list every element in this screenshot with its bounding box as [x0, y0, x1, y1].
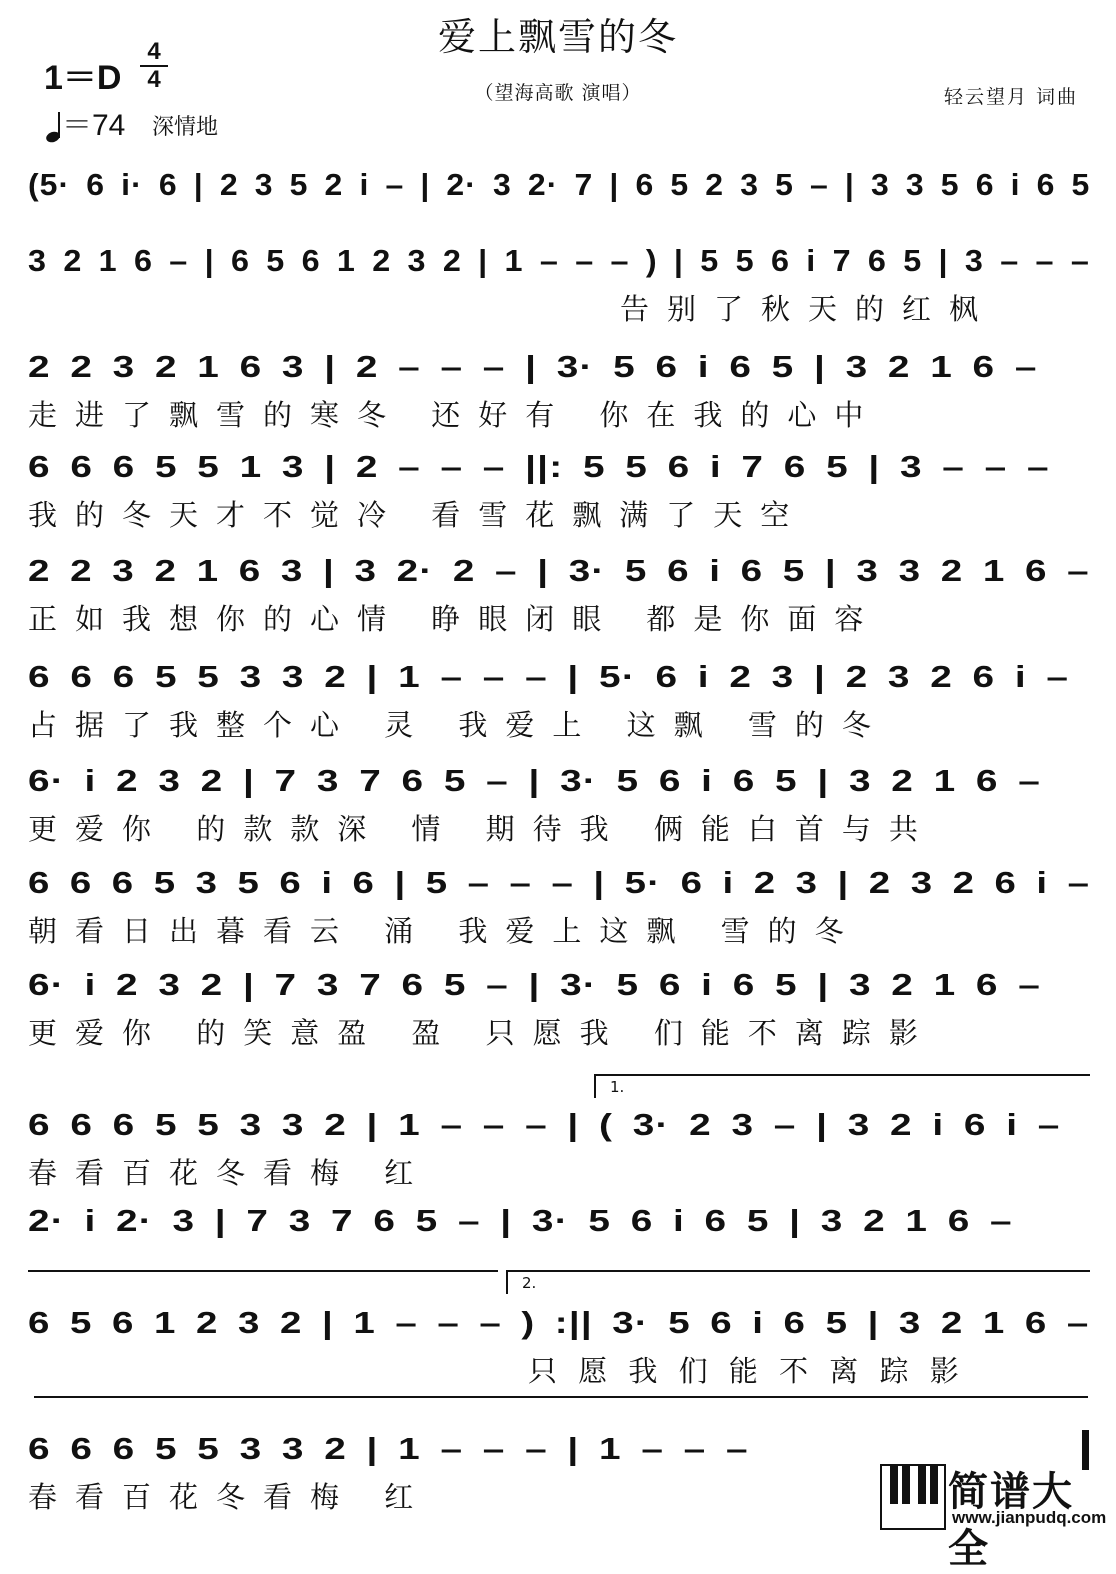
notation: 6· i 2 3 2 | 7 3 7 6 5 – | 3· 5 6 i 6 5 | 3 2 1 6 – [28, 763, 1042, 798]
watermark-brand: 简谱大全 [948, 1469, 1074, 1572]
second-ending-label: 2. [522, 1274, 537, 1292]
notation: 6· i 2 3 2 | 7 3 7 6 5 – | 3· 5 6 i 6 5 | 3 2 1 6 – [28, 967, 1042, 1002]
quarter-note-icon [46, 114, 62, 144]
lyrics: 春看百花冬看梅 红 [28, 1156, 432, 1190]
notation: 3 2 1 6 – | 6 5 6 1 2 3 2 | 1 – – – ) | 5 5 6 i 7 6 5 | 3 – – – [28, 243, 1090, 278]
watermark-url: www.jianpudq.com [952, 1508, 1107, 1527]
time-signature-top: 4 [147, 38, 161, 65]
lyrics: 只 愿 我 们 能 不 离 踪 影 [528, 1354, 965, 1388]
lyricist-composer: 轻云望月 词曲 [943, 86, 1078, 108]
notation: (5· 6 i· 6 | 2 3 5 2 i – | 2· 3 2· 7 | 6 5 2 3 5 – | 3 3 5 6 i 6 5 [28, 167, 1091, 202]
lyrics: 春看百花冬看梅 红 [28, 1480, 432, 1514]
watermark-logo [880, 1460, 1110, 1572]
lyrics: 我的冬天才不觉冷 看雪花飘满了天空 [28, 498, 808, 532]
second-ending-bracket [506, 1270, 1090, 1294]
first-ending-continuation [28, 1270, 498, 1272]
tempo-marking [46, 100, 125, 144]
first-ending-label: 1. [610, 1078, 625, 1096]
notation: 6 6 6 5 5 3 3 2 | 1 – – – | 5· 6 i 2 3 | 2 3 2 6 i – [28, 659, 1070, 694]
notation: 6 6 6 5 5 3 3 2 | 1 – – – | ( 3· 2 3 – | 3 2 i 6 i – [28, 1107, 1061, 1142]
lyrics: 朝看日出暮看云 涌 我爱上这飘 雪的冬 [28, 914, 862, 948]
notation: 6 6 6 5 5 1 3 | 2 – – – ||: 5 5 6 i 7 6 5 | 3 – – – [28, 449, 1050, 484]
notation: 6 6 6 5 3 5 6 i 6 | 5 – – – | 5· 6 i 2 3 | 2 3 2 6 i – [28, 865, 1091, 900]
notation: 6 5 6 1 2 3 2 | 1 – – – ) :|| 3· 5 6 i 6 5 | 3 2 1 6 – [28, 1305, 1090, 1340]
lyrics: 走进了飘雪的寒冬 还好有 你在我的心中 [28, 398, 882, 432]
time-signature-bottom: 4 [147, 66, 161, 93]
lyrics: 正如我想你的心情 睁眼闭眼 都是你面容 [28, 602, 882, 636]
song-title: 爱上飘雪的冬 [437, 15, 678, 59]
time-signature [140, 40, 168, 92]
expression-mark: 深情地 [152, 115, 219, 140]
first-ending-bracket [594, 1074, 1090, 1098]
notation: 6 6 6 5 5 3 3 2 | 1 – – – | 1 – – – [28, 1431, 749, 1466]
performer-note: （望海高歌 演唱） [474, 82, 642, 104]
piano-keys-icon [880, 1464, 946, 1530]
notation: 2· i 2· 3 | 7 3 7 6 5 – | 3· 5 6 i 6 5 | 3 2 1 6 – [28, 1203, 1013, 1238]
second-ending-continuation [34, 1396, 1088, 1398]
notation: 2 2 3 2 1 6 3 | 3 2· 2 – | 3· 5 6 i 6 5 | 3 3 2 1 6 – [28, 553, 1090, 588]
lyrics: 告别了秋天的红枫 [620, 292, 997, 326]
notation: 2 2 3 2 1 6 3 | 2 – – – | 3· 5 6 i 6 5 | 3 2 1 6 – [28, 349, 1038, 384]
key-signature: 1＝D [44, 59, 122, 97]
lyrics: 占据了我整个心 灵 我爱上 这飘 雪的冬 [28, 708, 889, 742]
lyrics: 更爱你 的笑意盈 盈 只愿我 们能不离踪影 [28, 1016, 936, 1050]
tempo-value: ＝74 [62, 109, 126, 142]
lyrics: 更爱你 的款款深 情 期待我 俩能白首与共 [28, 812, 936, 846]
